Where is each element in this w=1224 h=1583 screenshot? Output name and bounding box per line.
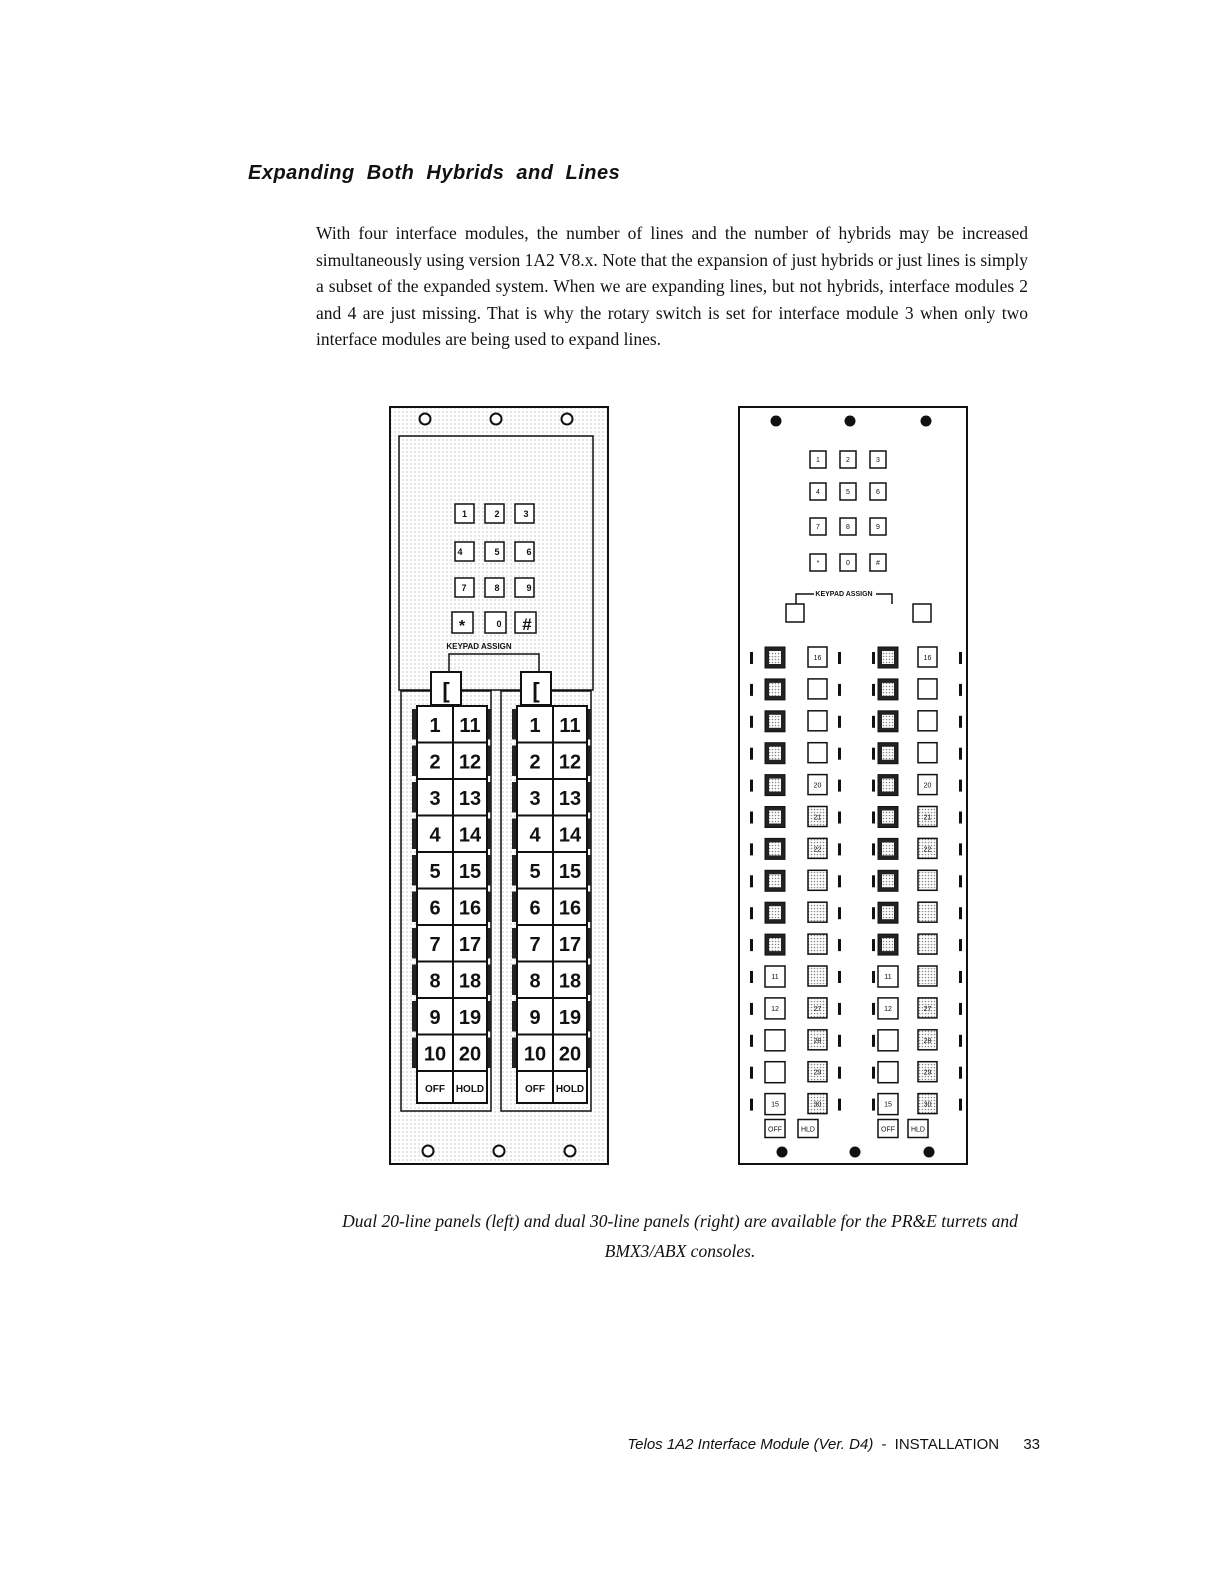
mount-hole — [494, 1146, 505, 1157]
line-indicator-led — [959, 1067, 962, 1079]
line-key-label: 10 — [523, 1043, 547, 1066]
page-number: 33 — [1023, 1436, 1040, 1453]
line-indicator-led — [872, 1003, 875, 1015]
dual-30-line-panel-drawing — [738, 406, 970, 1166]
off-key-label: OFF — [768, 1126, 782, 1134]
mount-hole — [491, 414, 502, 425]
line-indicator-led — [750, 716, 753, 728]
line-key-label: 15 — [558, 861, 582, 883]
keypad-label-3: 3 — [523, 509, 529, 519]
keypad-key-label: 6 — [876, 489, 880, 496]
line-key-lens — [882, 715, 894, 728]
line-key-label: 29 — [813, 1069, 822, 1077]
line-key-label: 1 — [429, 715, 441, 737]
line-key-label: 13 — [458, 788, 482, 810]
line-indicator-led — [750, 652, 753, 664]
line-indicator-led — [959, 907, 962, 919]
line-key — [765, 1030, 785, 1051]
line-indicator-led — [750, 684, 753, 696]
line-key-label: 3 — [529, 788, 541, 810]
line-indicator-led — [750, 812, 753, 824]
off-key-label: OFF — [881, 1126, 895, 1134]
line-key — [765, 1062, 785, 1083]
mount-hole — [420, 414, 431, 425]
line-key-label: 19 — [558, 1007, 582, 1029]
dual-20-line-panel — [389, 406, 609, 1166]
line-key-label: 12 — [771, 1005, 779, 1013]
page-footer — [560, 1436, 1040, 1453]
line-key-label: 27 — [813, 1005, 822, 1013]
off-key-label: OFF — [425, 1084, 445, 1095]
line-key-label: 12 — [884, 1005, 892, 1013]
keypad-key-label: 7 — [816, 524, 820, 531]
line-key — [918, 966, 937, 986]
line-key-lens — [882, 938, 894, 951]
line-key-label: 20 — [923, 782, 932, 790]
line-key-lens — [769, 747, 781, 760]
line-key-label: 8 — [529, 970, 541, 993]
line-key-lens — [769, 651, 781, 664]
line-indicator-led — [959, 748, 962, 760]
line-key-label: 28 — [813, 1037, 822, 1045]
line-indicator-led — [872, 843, 875, 855]
keypad-label-4: 4 — [457, 547, 463, 557]
line-key-lens — [882, 747, 894, 760]
line-indicator-led — [872, 939, 875, 951]
mount-hole — [771, 416, 782, 427]
dual-30-line-panel — [738, 406, 970, 1166]
line-key-label: 5 — [429, 861, 441, 883]
mount-hole — [921, 416, 932, 427]
line-key-label: 7 — [429, 934, 441, 956]
line-indicator-led — [872, 907, 875, 919]
line-key-label: 19 — [458, 1007, 482, 1029]
line-indicator-led — [872, 748, 875, 760]
line-key-lens — [882, 842, 894, 855]
line-indicator-led — [838, 907, 841, 919]
line-key-label: 21 — [923, 814, 932, 822]
line-indicator-led — [872, 780, 875, 792]
keypad-label-7: 7 — [461, 583, 467, 593]
line-indicator-led — [959, 812, 962, 824]
body-paragraph: With four interface modules, the number of lines and the number of hybrids may be increased simultaneously using version 1A2 V8.x. Note that the expansion of just hybrids or just lines is simply a subset of the expanded system. When we are expanding lines, but not hybrids, interface modules 2 and 4 are just missing. That is why the rotary switch is set for interface module 3 when only two interface modules are being used to expand lines. — [316, 223, 1028, 349]
hold-key-label: HLD — [910, 1126, 926, 1134]
line-key-label: 8 — [429, 970, 441, 993]
line-key-label: 6 — [429, 897, 441, 920]
line-indicator-led — [872, 652, 875, 664]
line-key-label: 2 — [429, 751, 441, 774]
line-indicator-led — [838, 812, 841, 824]
keypad-key-label: # — [876, 560, 880, 567]
line-key-label: 2 — [529, 751, 541, 774]
line-indicator-led — [750, 907, 753, 919]
line-key — [808, 966, 827, 986]
line-key — [808, 870, 827, 890]
assign-symbol-left: [ — [442, 678, 450, 703]
line-key-label: 30 — [813, 1101, 822, 1109]
line-indicator-led — [959, 1003, 962, 1015]
keypad-label-star: * — [458, 618, 466, 635]
line-key-label: 12 — [458, 751, 482, 774]
line-indicator-led — [872, 971, 875, 983]
line-indicator-led — [872, 1067, 875, 1079]
line-key-label: 29 — [923, 1069, 932, 1077]
line-key — [808, 902, 827, 922]
line-indicator-led — [750, 1035, 753, 1047]
keypad-key-label: * — [816, 560, 820, 567]
line-key-label: 11 — [884, 974, 892, 981]
line-key-lens — [769, 938, 781, 951]
keypad-key-label: 4 — [816, 489, 820, 496]
keypad-assign-label-right: KEYPAD ASSIGN — [815, 591, 873, 598]
line-indicator-led — [959, 652, 962, 664]
line-key — [918, 902, 937, 922]
line-key-label: 17 — [558, 934, 582, 956]
line-key-lens — [769, 906, 781, 919]
line-key-label: 9 — [429, 1007, 441, 1029]
line-key-lens — [769, 874, 781, 887]
line-key — [878, 1062, 898, 1083]
keypad-assign-label: KEYPAD ASSIGN — [446, 642, 512, 651]
hold-key-label: HOLD — [455, 1084, 485, 1095]
keypad-key-label: 3 — [876, 457, 880, 464]
line-indicator-led — [959, 684, 962, 696]
keypad-key-label: 8 — [846, 524, 850, 531]
line-key-label: 22 — [813, 846, 822, 854]
line-indicator-led — [838, 971, 841, 983]
line-key-label: 16 — [458, 897, 482, 920]
line-indicator-led — [750, 971, 753, 983]
keypad-label-2: 2 — [494, 509, 500, 519]
line-indicator-led — [838, 748, 841, 760]
line-key-lens — [769, 811, 781, 824]
line-key — [918, 934, 937, 954]
line-indicator-led — [750, 939, 753, 951]
line-key-label: 15 — [884, 1101, 892, 1109]
line-indicator-led — [838, 684, 841, 696]
line-indicator-led — [838, 1067, 841, 1079]
line-key-label: 21 — [813, 814, 822, 822]
line-key — [918, 743, 937, 763]
line-key-label: 15 — [771, 1101, 779, 1109]
line-indicator-led — [959, 1035, 962, 1047]
line-indicator-led — [750, 843, 753, 855]
keypad-label-hash: # — [522, 615, 532, 634]
line-key-label: 10 — [423, 1043, 447, 1066]
keypad-key-label: 5 — [846, 489, 850, 496]
line-indicator-led — [838, 716, 841, 728]
line-indicator-led — [838, 1003, 841, 1015]
mount-hole — [777, 1147, 788, 1158]
line-key-lens — [882, 651, 894, 664]
line-key-label: 17 — [458, 934, 482, 956]
keypad-label-5: 5 — [494, 547, 500, 557]
line-key-lens — [882, 779, 894, 792]
keypad-key-label: 2 — [846, 457, 850, 464]
line-indicator-led — [750, 875, 753, 887]
line-indicator-led — [838, 875, 841, 887]
line-key-label: 11 — [771, 974, 779, 981]
line-key-label: 12 — [558, 751, 582, 774]
line-key-lens — [769, 842, 781, 855]
keypad-label-1: 1 — [461, 509, 468, 519]
mount-hole — [850, 1147, 861, 1158]
keypad-label-9: 9 — [526, 583, 532, 593]
keypad-key-label: 0 — [846, 560, 850, 567]
line-key-lens — [769, 779, 781, 792]
line-key — [808, 711, 827, 731]
line-key-label: 13 — [558, 788, 582, 810]
line-key-label: 16 — [813, 655, 822, 662]
line-key-label: 30 — [923, 1101, 932, 1109]
line-indicator-led — [959, 1099, 962, 1111]
mount-hole — [423, 1146, 434, 1157]
line-indicator-led — [838, 1035, 841, 1047]
line-key-label: 5 — [529, 861, 541, 883]
line-indicator-led — [872, 875, 875, 887]
line-key-label: 18 — [458, 970, 482, 993]
line-indicator-led — [959, 780, 962, 792]
line-key-label: 27 — [923, 1005, 932, 1013]
line-key-lens — [769, 683, 781, 696]
line-indicator-led — [750, 1067, 753, 1079]
footer-section: INSTALLATION — [894, 1436, 1000, 1453]
line-key-label: 16 — [923, 655, 932, 662]
line-key — [808, 934, 827, 954]
line-key — [918, 679, 937, 699]
line-key-lens — [882, 874, 894, 887]
line-indicator-led — [872, 716, 875, 728]
line-key-label: 18 — [558, 970, 582, 993]
line-key-label: 22 — [923, 846, 932, 854]
figure-caption: Dual 20-line panels (left) and dual 30-line panels (right) are available for the PR&E turrets and BMX3/ABX consoles. — [342, 1211, 1018, 1261]
hold-key-label: HOLD — [555, 1084, 585, 1095]
line-key-label: 6 — [529, 897, 541, 920]
line-indicator-led — [872, 1099, 875, 1111]
footer-title: Telos 1A2 Interface Module (Ver. D4) — [627, 1436, 874, 1453]
keypad-label-6: 6 — [526, 547, 532, 557]
keypad-key-label: 1 — [816, 457, 820, 464]
line-indicator-led — [750, 780, 753, 792]
assign-button-left — [786, 604, 804, 622]
line-indicator-led — [838, 939, 841, 951]
line-key — [808, 679, 827, 699]
line-key-label: 14 — [458, 824, 482, 847]
line-indicator-led — [838, 652, 841, 664]
line-indicator-led — [750, 748, 753, 760]
line-indicator-led — [959, 939, 962, 951]
line-key-label: 4 — [529, 824, 541, 847]
line-key — [808, 743, 827, 763]
off-key-label: OFF — [525, 1084, 545, 1095]
footer-separator: - — [881, 1436, 887, 1453]
line-key-label: 28 — [923, 1037, 932, 1045]
line-indicator-led — [838, 1099, 841, 1111]
line-indicator-led — [750, 1099, 753, 1111]
line-key-label: 11 — [559, 715, 581, 737]
line-key-label: 20 — [813, 782, 822, 790]
keypad-key-label: 9 — [876, 524, 880, 531]
line-indicator-led — [872, 1035, 875, 1047]
line-indicator-led — [872, 684, 875, 696]
line-key-label: 14 — [558, 824, 582, 847]
line-key-label: 1 — [529, 715, 541, 737]
keypad-label-8: 8 — [494, 583, 500, 593]
section-heading: Expanding Both Hybrids and Lines — [248, 162, 621, 184]
line-key-label: 15 — [458, 861, 482, 883]
line-key-lens — [882, 683, 894, 696]
line-key-label: 3 — [429, 788, 441, 810]
mount-hole — [562, 414, 573, 425]
line-key-label: 11 — [459, 715, 481, 737]
line-key-label: 9 — [529, 1007, 541, 1029]
assign-symbol-right: [ — [532, 678, 540, 703]
line-indicator-led — [959, 843, 962, 855]
mount-hole — [845, 416, 856, 427]
line-indicator-led — [959, 971, 962, 983]
line-key — [878, 1030, 898, 1051]
line-key-label: 4 — [429, 824, 441, 847]
line-key-lens — [769, 715, 781, 728]
line-key — [918, 711, 937, 731]
line-key-lens — [882, 811, 894, 824]
line-key-label: 20 — [558, 1043, 582, 1066]
line-indicator-led — [838, 780, 841, 792]
mount-hole — [565, 1146, 576, 1157]
line-key — [918, 870, 937, 890]
assign-button-right — [913, 604, 931, 622]
line-indicator-led — [750, 1003, 753, 1015]
mount-hole — [924, 1147, 935, 1158]
hold-key-label: HLD — [800, 1126, 816, 1134]
line-indicator-led — [838, 843, 841, 855]
line-indicator-led — [959, 716, 962, 728]
line-indicator-led — [872, 812, 875, 824]
line-key-label: 20 — [458, 1043, 482, 1066]
line-key-lens — [882, 906, 894, 919]
line-key-label: 16 — [558, 897, 582, 920]
dual-20-line-panel-drawing — [389, 406, 609, 1166]
keypad-label-0: 0 — [496, 619, 502, 629]
line-key-label: 7 — [529, 934, 541, 956]
line-indicator-led — [959, 875, 962, 887]
